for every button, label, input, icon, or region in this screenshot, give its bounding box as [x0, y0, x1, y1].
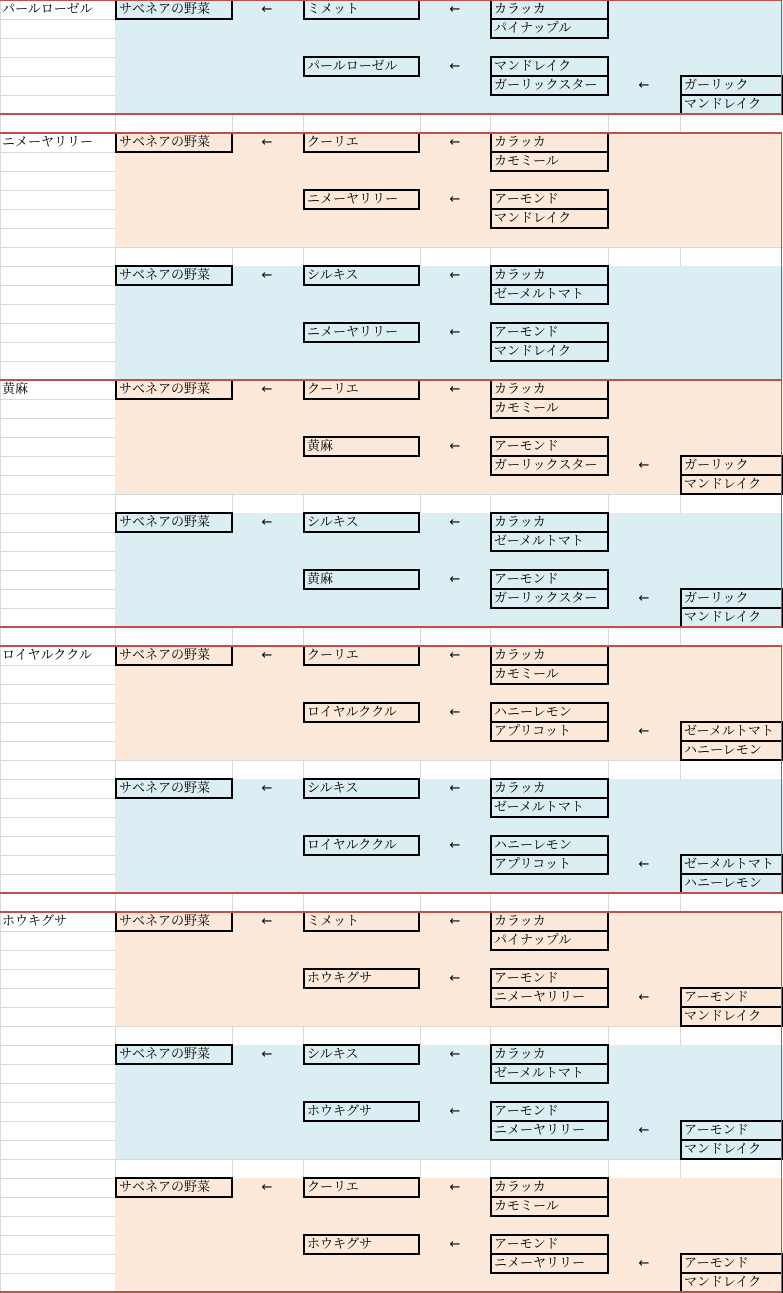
sub-parent-b-cell[interactable]: マンドレイク — [680, 607, 783, 628]
base-ingredient-cell[interactable]: サベネアの野菜 — [115, 778, 233, 799]
parent-a-cell[interactable]: カラッカ — [490, 265, 609, 286]
parent-a-cell[interactable]: カラッカ — [490, 512, 609, 533]
parent-b-cell[interactable]: マンドレイク — [490, 208, 609, 229]
left-arrow-icon: ← — [261, 648, 273, 663]
target-cell[interactable]: ニメーヤリリー — [303, 322, 420, 343]
parent-a-cell[interactable]: カラッカ — [490, 911, 609, 932]
left-arrow-icon: ← — [638, 990, 650, 1005]
parent-a-cell[interactable]: マンドレイク — [490, 56, 609, 77]
left-arrow-icon: ← — [261, 515, 273, 530]
parent-b-cell[interactable]: アプリコット — [490, 854, 609, 875]
intermediate-cell[interactable]: ミメット — [303, 0, 420, 20]
sub-parent-b-cell[interactable]: ハニーレモン — [680, 740, 783, 761]
base-ingredient-cell[interactable]: サベネアの野菜 — [115, 1044, 233, 1065]
sub-parent-b-cell[interactable]: ハニーレモン — [680, 873, 783, 894]
left-arrow-icon: ← — [638, 591, 650, 606]
left-arrow-icon: ← — [449, 1237, 461, 1252]
group-label[interactable]: ホウキグサ — [2, 914, 68, 929]
parent-a-cell[interactable]: アーモンド — [490, 1101, 609, 1122]
left-arrow-icon: ← — [449, 135, 461, 150]
parent-a-cell[interactable]: アーモンド — [490, 436, 609, 457]
target-cell[interactable]: ロイヤルククル — [303, 702, 420, 723]
parent-b-cell[interactable]: ゼーメルトマト — [490, 284, 609, 305]
left-arrow-icon: ← — [261, 781, 273, 796]
parent-b-cell[interactable]: カモミール — [490, 1196, 609, 1217]
parent-a-cell[interactable]: カラッカ — [490, 778, 609, 799]
parent-b-cell[interactable]: マンドレイク — [490, 341, 609, 362]
intermediate-cell[interactable]: シルキス — [303, 1044, 420, 1065]
parent-a-cell[interactable]: カラッカ — [490, 1177, 609, 1198]
intermediate-cell[interactable]: クーリエ — [303, 379, 420, 400]
intermediate-cell[interactable]: シルキス — [303, 778, 420, 799]
base-ingredient-cell[interactable]: サベネアの野菜 — [115, 379, 233, 400]
parent-b-cell[interactable]: ゼーメルトマト — [490, 797, 609, 818]
sub-parent-b-cell[interactable]: マンドレイク — [680, 1139, 783, 1160]
sub-parent-b-cell[interactable]: マンドレイク — [680, 474, 783, 495]
left-arrow-icon: ← — [261, 268, 273, 283]
group-label[interactable]: パールローゼル — [2, 2, 93, 17]
left-arrow-icon: ← — [449, 1104, 461, 1119]
parent-a-cell[interactable]: カラッカ — [490, 1044, 609, 1065]
base-ingredient-cell[interactable]: サベネアの野菜 — [115, 265, 233, 286]
row-gridline — [0, 1026, 783, 1027]
target-cell[interactable]: ホウキグサ — [303, 1101, 420, 1122]
parent-a-cell[interactable]: カラッカ — [490, 132, 609, 153]
parent-a-cell[interactable]: カラッカ — [490, 0, 609, 20]
left-arrow-icon: ← — [449, 515, 461, 530]
left-arrow-icon: ← — [449, 325, 461, 340]
base-ingredient-cell[interactable]: サベネアの野菜 — [115, 132, 233, 153]
left-arrow-icon: ← — [638, 724, 650, 739]
target-cell[interactable]: パールローゼル — [303, 56, 420, 77]
left-arrow-icon: ← — [261, 135, 273, 150]
left-arrow-icon: ← — [449, 914, 461, 929]
intermediate-cell[interactable]: シルキス — [303, 265, 420, 286]
sub-parent-a-cell[interactable]: ゼーメルトマト — [680, 721, 783, 742]
left-arrow-icon: ← — [449, 1047, 461, 1062]
parent-b-cell[interactable]: ニメーヤリリー — [490, 1120, 609, 1141]
target-cell[interactable]: ホウキグサ — [303, 968, 420, 989]
row-gridline — [0, 627, 783, 628]
left-arrow-icon: ← — [261, 1180, 273, 1195]
sub-parent-a-cell[interactable]: アーモンド — [680, 987, 783, 1008]
row-gridline — [0, 494, 783, 495]
left-arrow-icon: ← — [261, 1047, 273, 1062]
row-gridline — [0, 893, 783, 894]
parent-b-cell[interactable]: アプリコット — [490, 721, 609, 742]
group-label[interactable]: ニメーヤリリー — [2, 135, 94, 150]
parent-a-cell[interactable]: アーモンド — [490, 1234, 609, 1255]
sub-parent-a-cell[interactable]: ガーリック — [680, 588, 783, 609]
left-arrow-icon: ← — [449, 268, 461, 283]
parent-b-cell[interactable]: パイナップル — [490, 18, 609, 39]
left-arrow-icon: ← — [638, 857, 650, 872]
left-arrow-icon: ← — [261, 2, 273, 17]
parent-a-cell[interactable]: ハニーレモン — [490, 835, 609, 856]
parent-b-cell[interactable]: ニメーヤリリー — [490, 1253, 609, 1274]
left-arrow-icon: ← — [261, 914, 273, 929]
base-ingredient-cell[interactable]: サベネアの野菜 — [115, 512, 233, 533]
intermediate-cell[interactable]: ミメット — [303, 911, 420, 932]
left-arrow-icon: ← — [261, 382, 273, 397]
parent-b-cell[interactable]: ガーリックスター — [490, 75, 609, 96]
row-gridline — [0, 114, 783, 115]
left-arrow-icon: ← — [449, 439, 461, 454]
parent-a-cell[interactable]: アーモンド — [490, 189, 609, 210]
left-arrow-icon: ← — [638, 78, 650, 93]
sub-parent-b-cell[interactable]: マンドレイク — [680, 1006, 783, 1027]
base-ingredient-cell[interactable]: サベネアの野菜 — [115, 0, 233, 20]
intermediate-cell[interactable]: シルキス — [303, 512, 420, 533]
left-arrow-icon: ← — [449, 59, 461, 74]
target-cell[interactable]: 黄麻 — [303, 436, 420, 457]
group-label[interactable]: 黄麻 — [2, 382, 29, 397]
parent-a-cell[interactable]: ハニーレモン — [490, 702, 609, 723]
intermediate-cell[interactable]: クーリエ — [303, 132, 420, 153]
column-gridline — [0, 0, 1, 1293]
parent-b-cell[interactable]: ガーリックスター — [490, 455, 609, 476]
left-arrow-icon: ← — [449, 838, 461, 853]
left-arrow-icon: ← — [449, 648, 461, 663]
left-arrow-icon: ← — [449, 572, 461, 587]
left-arrow-icon: ← — [449, 705, 461, 720]
sub-parent-b-cell[interactable]: マンドレイク — [680, 94, 783, 115]
parent-b-cell[interactable]: ニメーヤリリー — [490, 987, 609, 1008]
left-arrow-icon: ← — [449, 2, 461, 17]
base-ingredient-cell[interactable]: サベネアの野菜 — [115, 1177, 233, 1198]
parent-a-cell[interactable]: アーモンド — [490, 968, 609, 989]
left-arrow-icon: ← — [449, 781, 461, 796]
left-arrow-icon: ← — [638, 458, 650, 473]
intermediate-cell[interactable]: クーリエ — [303, 1177, 420, 1198]
left-arrow-icon: ← — [449, 382, 461, 397]
parent-b-cell[interactable]: ゼーメルトマト — [490, 531, 609, 552]
parent-b-cell[interactable]: カモミール — [490, 664, 609, 685]
target-cell[interactable]: ホウキグサ — [303, 1234, 420, 1255]
group-label[interactable]: ロイヤルククル — [2, 648, 92, 663]
sub-parent-a-cell[interactable]: アーモンド — [680, 1253, 783, 1274]
left-arrow-icon: ← — [449, 971, 461, 986]
sub-parent-a-cell[interactable]: ガーリック — [680, 75, 783, 96]
row-gridline — [0, 1159, 783, 1160]
left-arrow-icon: ← — [638, 1123, 650, 1138]
target-cell[interactable]: ロイヤルククル — [303, 835, 420, 856]
parent-a-cell[interactable]: カラッカ — [490, 645, 609, 666]
parent-a-cell[interactable]: カラッカ — [490, 379, 609, 400]
intermediate-cell[interactable]: クーリエ — [303, 645, 420, 666]
parent-b-cell[interactable]: カモミール — [490, 398, 609, 419]
left-arrow-icon: ← — [638, 1256, 650, 1271]
sub-parent-a-cell[interactable]: ガーリック — [680, 455, 783, 476]
parent-b-cell[interactable]: カモミール — [490, 151, 609, 172]
left-arrow-icon: ← — [449, 192, 461, 207]
parent-b-cell[interactable]: ゼーメルトマト — [490, 1063, 609, 1084]
sub-parent-b-cell[interactable]: マンドレイク — [680, 1272, 783, 1293]
parent-a-cell[interactable]: アーモンド — [490, 569, 609, 590]
parent-b-cell[interactable]: ガーリックスター — [490, 588, 609, 609]
row-gridline — [0, 760, 783, 761]
sub-parent-a-cell[interactable]: ゼーメルトマト — [680, 854, 783, 875]
left-arrow-icon: ← — [449, 1180, 461, 1195]
parent-b-cell[interactable]: パイナップル — [490, 930, 609, 951]
target-cell[interactable]: ニメーヤリリー — [303, 189, 420, 210]
base-ingredient-cell[interactable]: サベネアの野菜 — [115, 911, 233, 932]
base-ingredient-cell[interactable]: サベネアの野菜 — [115, 645, 233, 666]
parent-a-cell[interactable]: アーモンド — [490, 322, 609, 343]
sub-parent-a-cell[interactable]: アーモンド — [680, 1120, 783, 1141]
row-gridline — [0, 247, 783, 248]
target-cell[interactable]: 黄麻 — [303, 569, 420, 590]
